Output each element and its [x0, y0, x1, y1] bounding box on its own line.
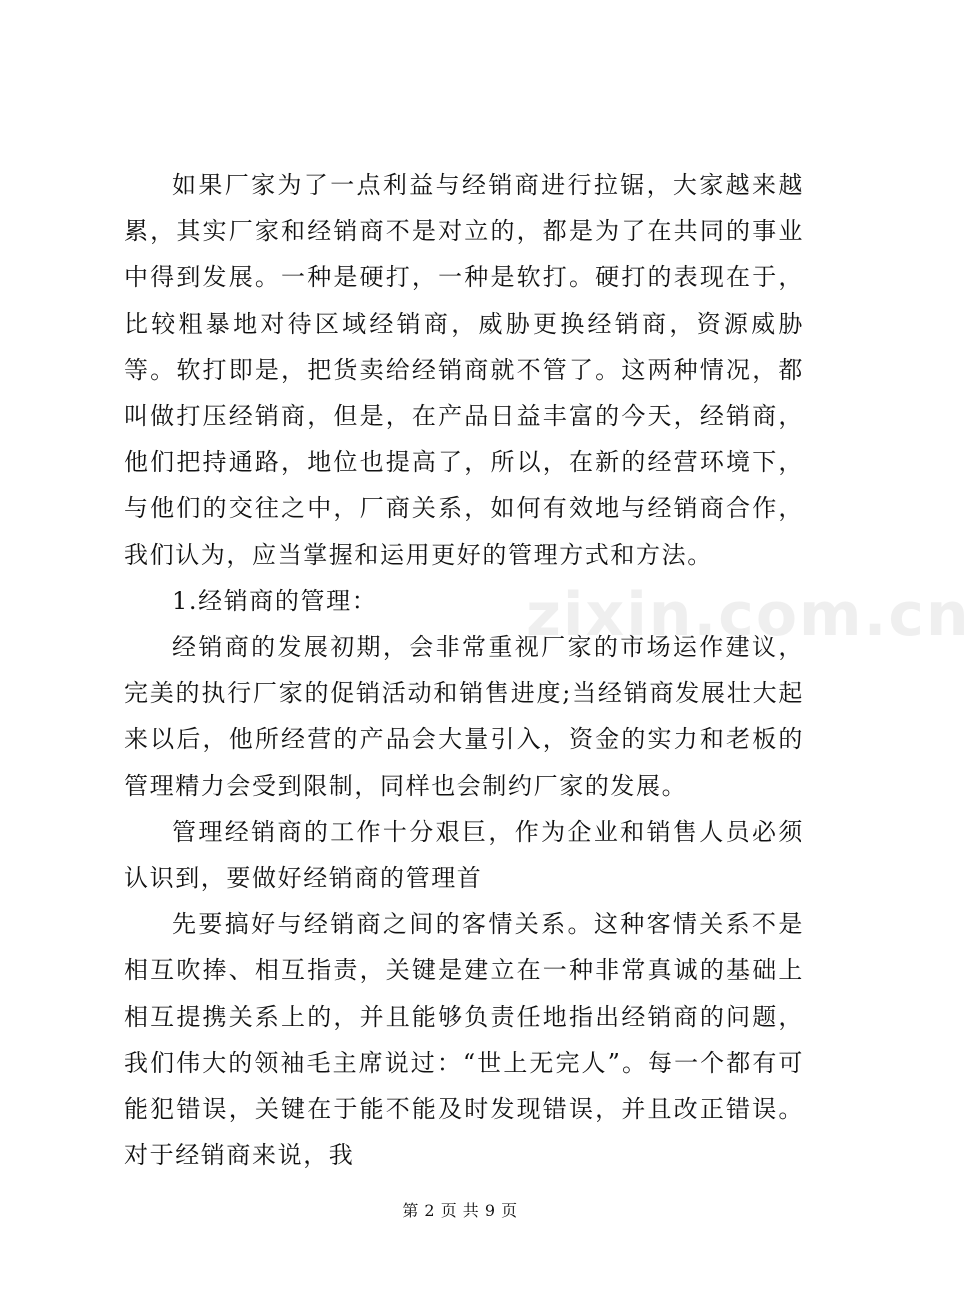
document-body: [124, 162, 804, 1178]
paragraph-dealer-development: 经销商的发展初期，会非常重视厂家的市场运作建议，完美的执行厂家的促销活动和销售进度;当经销商发展壮大起来以后，他所经营的产品会大量引入，资金的实力和老板的管理精力会受到限制，同样也会制约厂家的发展。: [124, 633, 804, 800]
watermark: zixin.com.cn: [526, 580, 971, 650]
paragraph-intro: 如果厂家为了一点利益与经销商进行拉锯，大家越来越累，其实厂家和经销商不是对立的，都是为了在共同的事业中得到发展。一种是硬打，一种是软打。硬打的表现在于，比较粗暴地对待区域经销商，威胁更换经销商，资源威胁等。软打即是，把货卖给经销商就不管了。这两种情况，都叫做打压经销商，但是，在产品日益丰富的今天，经销商，他们把持通路，地位也提高了，所以，在新的经营环境下，与他们的交往之中，厂商关系，如何有效地与经销商合作，我们认为，应当掌握和运用更好的管理方式和方法。: [124, 171, 804, 569]
page-footer: 第 2 页 共 9 页: [402, 1201, 518, 1220]
section-heading-dealer-management: 1.经销商的管理：: [172, 586, 378, 615]
paragraph-management-difficulty: 管理经销商的工作十分艰巨，作为企业和销售人员必须认识到，要做好经销商的管理首: [124, 817, 804, 893]
paragraph-customer-relationship: 先要搞好与经销商之间的客情关系。这种客情关系不是相互吹捧、相互指责，关键是建立在一种非常真诚的基础上相互提携关系上的，并且能够负责任地指出经销商的问题，我们伟大的领袖毛主席说过：“世上无完人”。每一个都有可能犯错误，关键在于能不能及时发现错误，并且改正错误。对于经销商来说，我: [124, 910, 804, 1170]
